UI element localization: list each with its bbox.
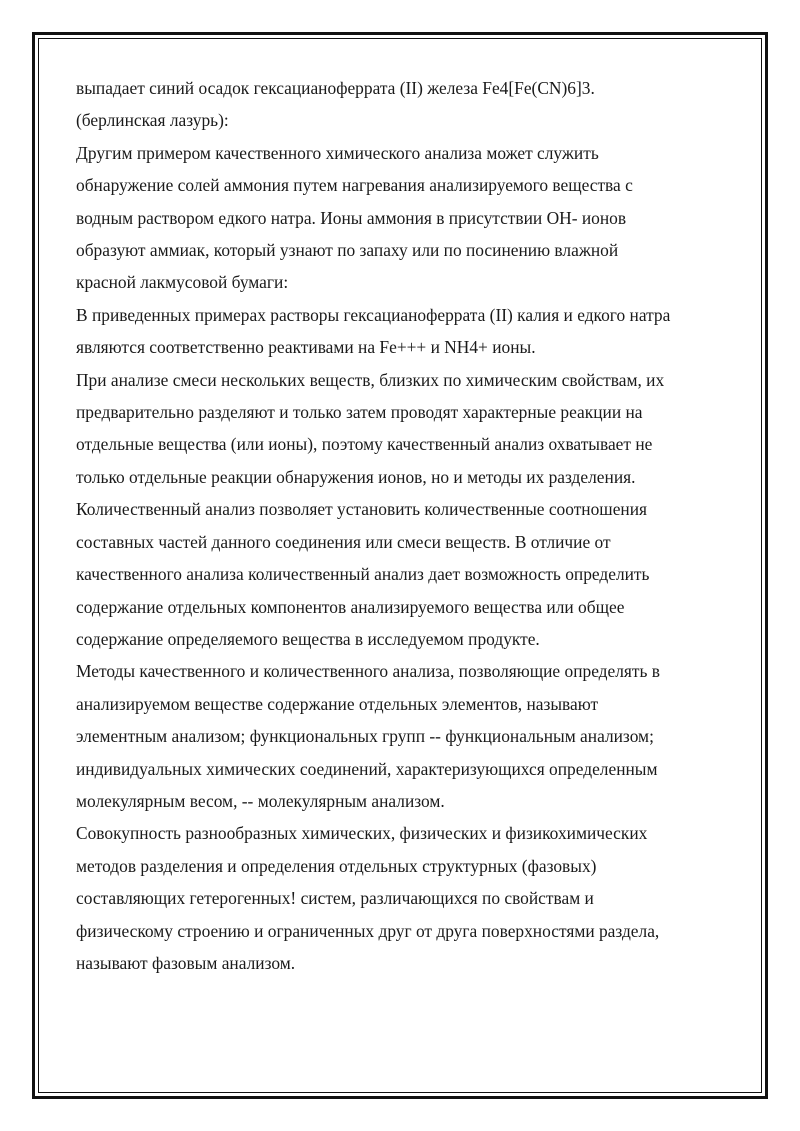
text-line: Другим примером качественного химического анализа может служить: [76, 142, 599, 163]
text-line: предварительно разделяют и только затем проводят характерные реакции на: [76, 402, 643, 423]
text-line: обнаружение солей аммония путем нагревания анализируемого вещества с: [76, 175, 633, 196]
text-line: отдельные вещества (или ионы), поэтому качественный анализ охватывает не: [76, 434, 653, 455]
text-line: выпадает синий осадок гексацианоферрата (II) железа Fe4[Fe(CN)6]3.: [76, 78, 595, 98]
text-line: составляющих гетерогенных! систем, различающихся по свойствам и: [76, 888, 594, 909]
text-line: элементным анализом; функциональных групп -- функциональным анализом;: [76, 726, 654, 747]
text-line: содержание определяемого вещества в исследуемом продукте.: [76, 628, 540, 649]
text-line: красной лакмусовой бумаги:: [76, 272, 289, 293]
text-line: водным раствором едкого натра. Ионы аммония в присутствии OH- ионов: [76, 207, 627, 228]
text-line: Совокупность разнообразных химических, физических и физикохимических: [76, 823, 648, 844]
document-text: [76, 72, 736, 979]
text-line: Количественный анализ позволяет установить количественные соотношения: [76, 499, 648, 520]
text-line: молекулярным весом, -- молекулярным анализом.: [76, 790, 445, 811]
text-line: В приведенных примерах растворы гексацианоферрата (II) калия и едкого натра: [76, 304, 671, 325]
text-line: только отдельные реакции обнаружения ионов, но и методы их разделения.: [76, 466, 636, 487]
text-line: методов разделения и определения отдельных структурных (фазовых): [76, 855, 597, 876]
text-line: Методы качественного и количественного анализа, позволяющие определять в: [76, 661, 661, 682]
text-line: При анализе смеси нескольких веществ, близких по химическим свойствам, их: [76, 369, 665, 390]
text-line: анализируемом веществе содержание отдельных элементов, называют: [76, 693, 599, 714]
text-line: содержание отдельных компонентов анализируемого вещества или общее: [76, 596, 625, 617]
text-line: образуют аммиак, который узнают по запаху или по посинению влажной: [76, 240, 619, 261]
text-line: составных частей данного соединения или смеси веществ. В отличие от: [76, 531, 611, 552]
text-line: являются соответственно реактивами на Fe+++ и NH4+ ионы.: [76, 337, 536, 358]
text-line: физическому строению и ограниченных друг от друга поверхностями раздела,: [76, 920, 660, 941]
text-line: индивидуальных химических соединений, характеризующихся определенным: [76, 758, 658, 779]
text-line: (берлинская лазурь):: [76, 110, 229, 131]
text-line: качественного анализа количественный анализ дает возможность определить: [76, 564, 650, 585]
text-line: называют фазовым анализом.: [76, 952, 296, 973]
